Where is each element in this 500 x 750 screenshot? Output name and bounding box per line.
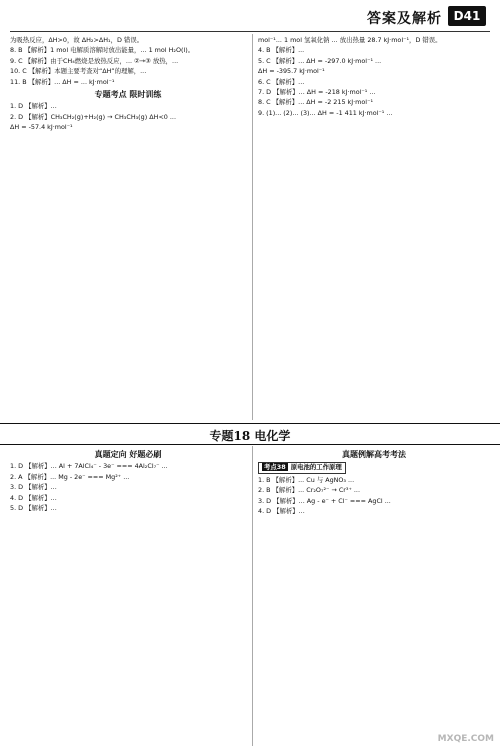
text-line: 8. B 【解析】1 mol 电解质溶解时放出能量，... 1 mol H₂O(l)。 — [10, 46, 195, 55]
text-line: 7. D 【解析】... ΔH = -218 kJ·mol⁻¹ ... — [258, 88, 376, 97]
top-right-column — [258, 36, 490, 420]
text-line: 为吸热反应，ΔH>0，故 ΔH₂>ΔH₁，D 错误。 — [10, 36, 144, 44]
section-subhead: 专题考点 限时训练 — [94, 90, 162, 100]
text-line: 8. C 【解析】... ΔH = -2 215 kJ·mol⁻¹ — [258, 98, 374, 107]
text-line: 1. B 【解析】... Cu 与 AgNO₃ ... — [258, 475, 355, 484]
text-line: 2. B 【解析】... Cr₂O₇²⁻ → Cr³⁺ ... — [258, 486, 360, 495]
text-line: 4. D 【解析】... — [10, 493, 57, 502]
text-line: 6. C 【解析】... — [258, 77, 305, 86]
section-subhead: 真题例解高考考法 — [342, 450, 406, 459]
top-left-column — [10, 36, 246, 420]
header-rule — [10, 31, 490, 32]
text-line: mol⁻¹... 1 mol 氢氧化钠 ... 放出热量 28.7 kJ·mol⁻¹，D 错误。 — [258, 36, 442, 44]
text-line: 4. B 【解析】... — [258, 46, 305, 55]
column-divider-bottom — [252, 446, 253, 746]
text-line: 2. A 【解析】... Mg - 2e⁻ === Mg²⁺ ... — [10, 472, 130, 481]
text-line: 9. (1)... (2)... (3)... ΔH = -1 411 kJ·mol⁻¹ ... — [258, 108, 393, 117]
section-subhead: 真题定向 好题必刷 — [94, 450, 162, 459]
text-line: 1. D 【解析】... Al + 7AlCl₄⁻ - 3e⁻ === 4Al₂Cl₇⁻ ... — [10, 462, 168, 471]
text-line: 10. C 【解析】本题主要考查对“ΔH”的理解，... — [10, 67, 147, 76]
text-line: 4. D 【解析】... — [258, 507, 305, 516]
text-line: ΔH = -57.4 kJ·mol⁻¹ — [10, 123, 73, 132]
section-title-band — [0, 423, 500, 445]
topic-box — [258, 462, 346, 473]
column-divider-top — [252, 34, 253, 420]
text-line: 11. B 【解析】... ΔH = ... kJ·mol⁻¹ — [10, 77, 115, 86]
text-line: 3. D 【解析】... Ag - e⁻ + Cl⁻ === AgCl ... — [258, 496, 391, 505]
section-title: 专题18 电化学 — [209, 429, 291, 443]
bottom-right-column — [258, 447, 490, 743]
header-title: 答案及解析 — [367, 11, 442, 27]
text-line: 2. D 【解析】CH₃CH₂(g)+H₂(g) → CH₃CH₃(g) ΔH<0 ... — [10, 112, 176, 121]
text-line: 5. D 【解析】... — [10, 504, 57, 513]
page-number-badge: D41 — [448, 6, 486, 26]
topic-title: 原电池的工作原理 — [290, 463, 342, 472]
watermark: MXQE.COM — [437, 734, 494, 744]
text-line: 3. D 【解析】... — [10, 483, 57, 492]
page-header — [0, 4, 500, 30]
text-line: 9. C 【解析】由于CH₄燃烧是放热反应，... ②→③ 放热，... — [10, 56, 179, 65]
text-line: 1. D 【解析】... — [10, 102, 57, 111]
bottom-left-column — [10, 447, 246, 743]
topic-key: 考点38 — [264, 463, 286, 472]
text-line: 5. C 【解析】... ΔH = -297.0 kJ·mol⁻¹ ... — [258, 56, 382, 65]
text-line: ΔH = -395.7 kJ·mol⁻¹ — [258, 67, 325, 76]
